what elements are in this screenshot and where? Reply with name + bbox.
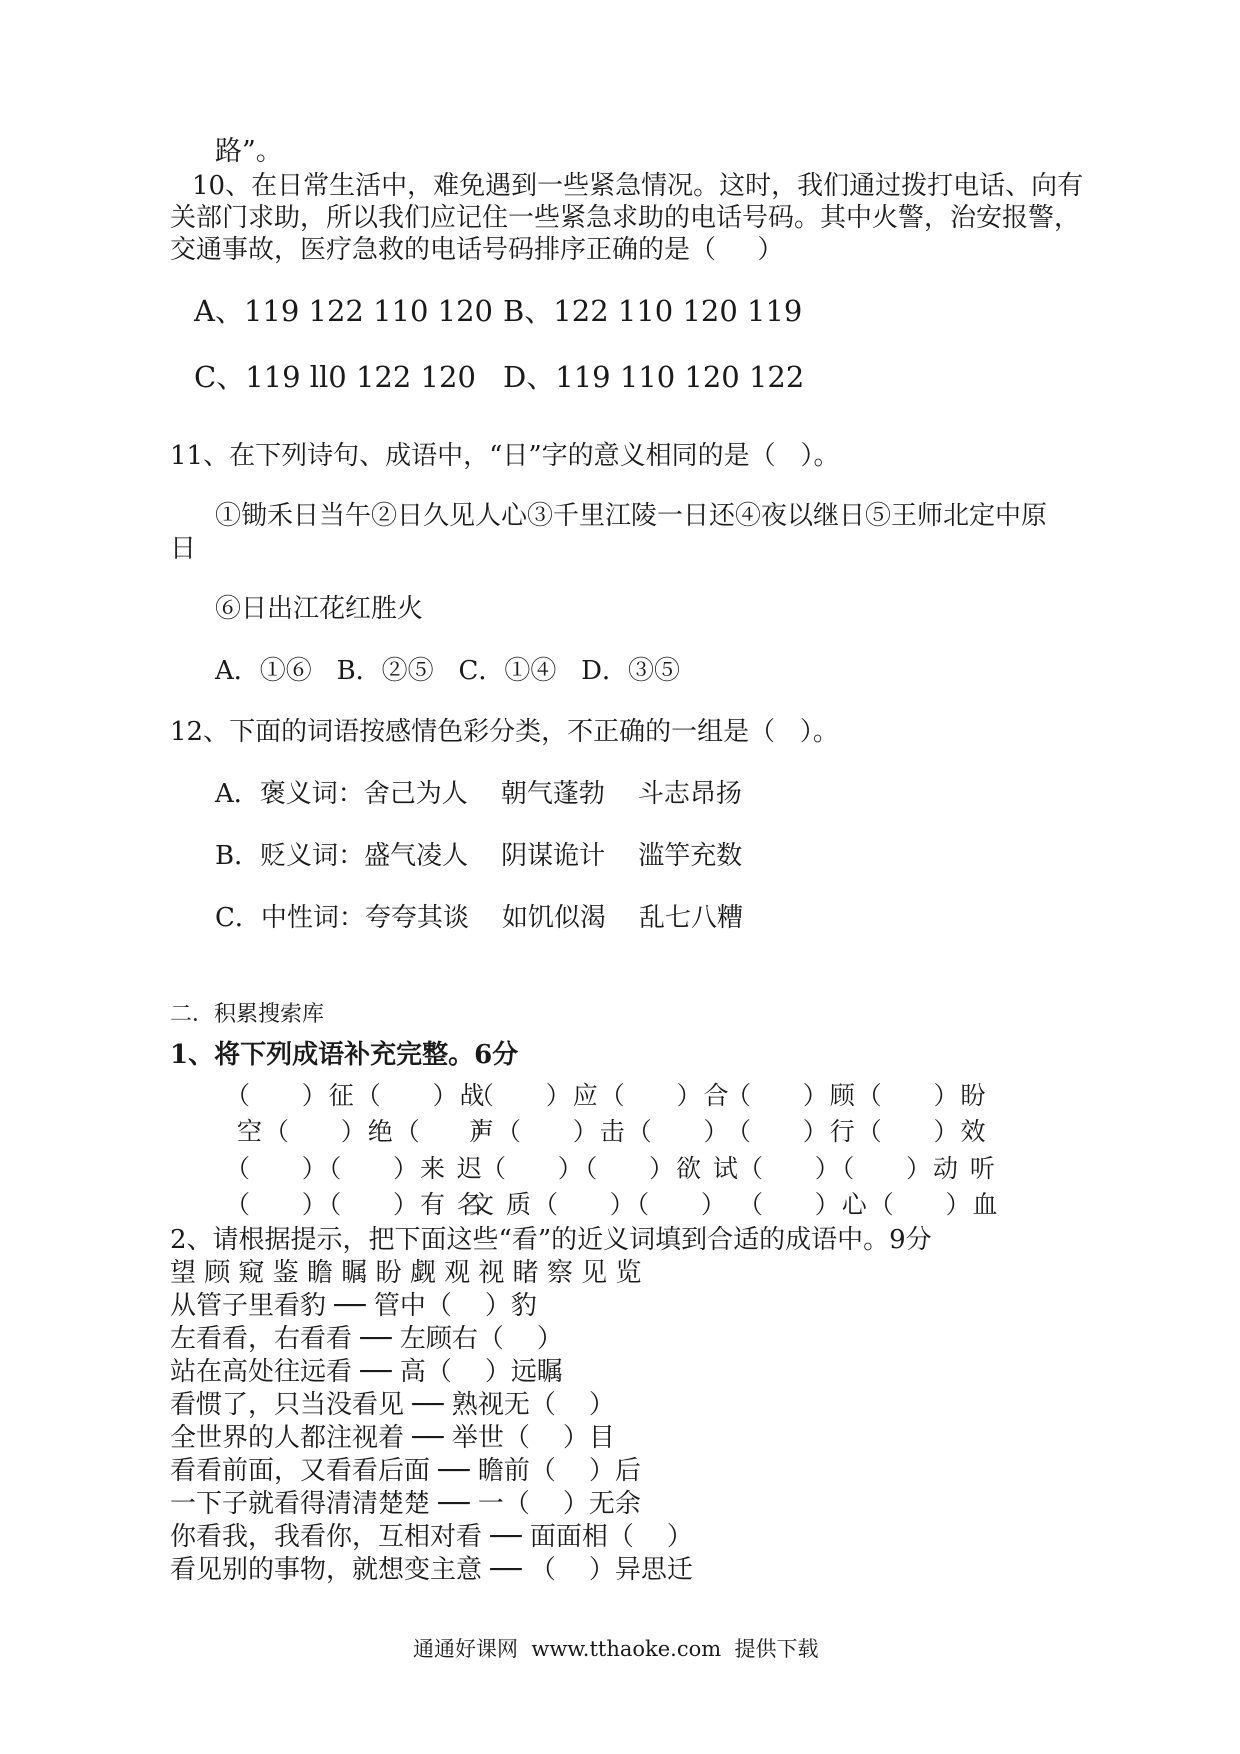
idiom-cell: （ ）征（ ）战 [225,1081,487,1110]
q11-items-line-2: ⑥日出江花红胜火 [215,594,424,624]
s2-title: 2、请根据提示，把下面这些“看”的近义词填到合适的成语中。9分 [170,1225,932,1255]
list-item: 看惯了，只当没看见 ── 熟视无（ ） [170,1390,615,1420]
q10-line-2: 关部门求助，所以我们应记住一些紧急求助的电话号码。其中火警，治安报警， [170,203,1081,233]
list-item: 看看前面，又看看后面 ── 瞻前（ ）后 [170,1456,641,1486]
list-item: 左看看，右看看 ── 左顾右（ ） [170,1324,563,1354]
q11-items-line-1: ①锄禾日当午②日久见人心③千里江陵一日还④夜以继日⑤王师北定中原 [215,501,1048,531]
idiom-cell: （ ）（ ）有 名 [225,1190,484,1219]
list-item: 你看我，我看你，互相对看 ── 面面相（ ） [170,1522,693,1552]
q10-option-d: D、119 110 120 122 [503,360,805,394]
q10-line-3: 交通事故，医疗急救的电话号码排序正确的是（ ） [170,235,784,265]
idiom-cell: （ ）应（ ）合 [469,1081,731,1110]
idiom-cell: （ ）（ ）欲 试 [481,1154,740,1183]
idiom-cell: （ ）顾（ ）盼 [726,1081,988,1110]
idiom-cell: （ ）（ ）来 迟 [225,1154,484,1183]
q10-option-a: A、119 122 110 120 [194,294,494,328]
list-item: 一下子就看得清清楚楚 ── 一（ ）无余 [170,1489,641,1519]
list-item: 从管子里看豹 ── 管中（ ）豹 [170,1291,537,1321]
section-2-heading: 二．积累搜索库 [170,1002,325,1027]
q12-option-b: B．贬义词：盛气凌人 阴谋诡计 滥竽充数 [215,841,743,871]
q12-option-a: A．褒义词：舍己为人 朝气蓬勃 斗志昂扬 [215,779,742,809]
continued-line: 路”。 [215,136,283,167]
q10-option-c: C、119 ll0 122 120 [194,360,476,394]
list-item: 站在高处往远看 ── 高（ ）远瞩 [170,1357,563,1387]
idiom-cell: （ ）心（ ）血 [738,1190,1000,1219]
list-item: 看见别的事物，就想变主意 ── （ ）异思迁 [170,1555,693,1585]
q11-items-wrap: 日 [170,534,197,564]
list-item: 全世界的人都注视着 ── 举世（ ）目 [170,1423,615,1453]
idiom-cell: 空（ ）绝（ ） [237,1117,499,1146]
q10-line-1: 10、在日常生活中，难免遇到一些紧急情况。这时，我们通过拨打电话、向有 [192,171,1084,201]
q11-options: A．①⑥ B．②⑤ C．①④ D．③⑤ [215,656,681,686]
q12-option-c: C．中性词：夸夸其谈 如饥似渴 乱七八糟 [215,903,744,933]
q12-stem: 12、下面的词语按感情色彩分类，不正确的一组是（ ）。 [170,717,839,747]
idiom-cell: 声（ ）击（ ） [469,1117,731,1146]
idiom-cell: （ ）（ ）动 听 [738,1154,997,1183]
q10-option-b: B、122 110 120 119 [503,294,803,328]
idiom-cell: 文 质（ ）（ ） [469,1190,728,1219]
s2-word-bank: 望 顾 窥 鉴 瞻 瞩 盼 觑 观 视 睹 察 见 览 [170,1258,642,1288]
q11-stem: 11、在下列诗句、成语中，“日”字的意义相同的是（ ）。 [170,441,840,471]
page-footer: 通通好课网 www.tthaoke.com 提供下载 [413,1637,819,1661]
s1-title: 1、将下列成语补充完整。6分 [170,1040,519,1070]
idiom-cell: （ ）行（ ）效 [726,1117,988,1146]
